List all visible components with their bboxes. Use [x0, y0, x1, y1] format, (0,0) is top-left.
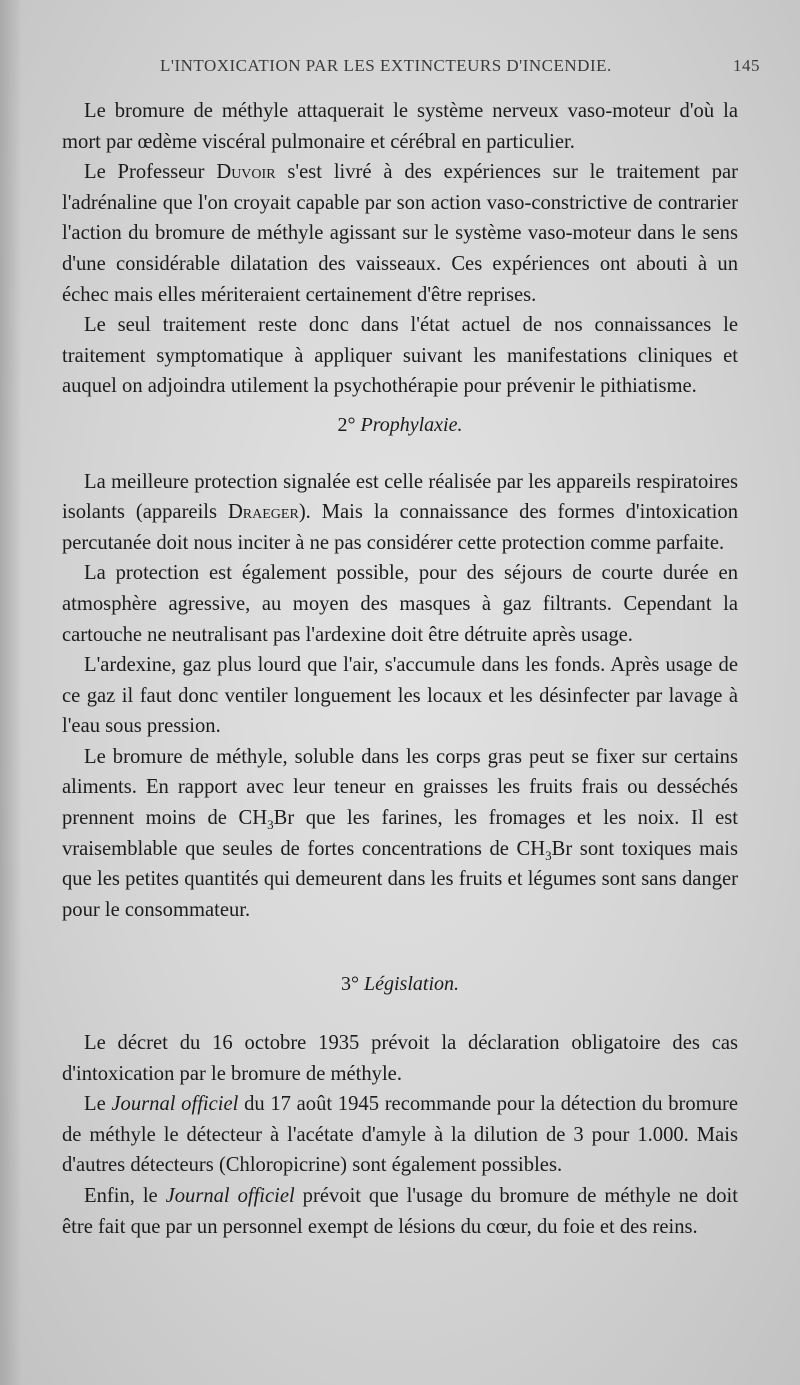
section-heading-prophylaxie — [62, 410, 738, 441]
section-heading-legislation — [62, 969, 738, 1000]
paragraph-7-text-b: Br que les farines, les fromages et les noix. Il est vraisemblable que seules de fortes concentrations de CH — [62, 807, 738, 860]
paragraph-10 — [62, 1181, 738, 1242]
section-number: 3° — [340, 973, 359, 996]
paragraph-6: L'ardexine, gaz plus lourd que l'air, s'accumule dans les fonds. Après usage de ce gaz il faut donc ventiler longuement les locaux et les désinfecter par lavage à l'eau sous pression. — [62, 654, 738, 738]
paragraph-9 — [62, 1089, 738, 1181]
paragraph-2-text-a: Le Professeur — [84, 161, 217, 184]
paragraph-7 — [62, 742, 738, 926]
paragraph-4-text-a: La meilleure protection signalée est celle réalisée par les appareils respiratoires isolants (appareils — [62, 470, 738, 524]
section-title: Législation. — [363, 973, 459, 996]
running-head-title: L'INTOXICATION PAR LES EXTINCTEURS D'INCENDIE. — [160, 56, 612, 75]
page-edge-shadow — [0, 0, 22, 1385]
subscript-3: 3 — [267, 817, 274, 833]
paragraph-2 — [62, 157, 738, 310]
paragraph-2-text-b: s'est livré à des expériences sur le traitement par l'adrénaline que l'on croyait capable par son action vaso-constrictive de contrarier l'action du bromure de méthyle agissant sur le système vaso-moteur dans le sens d'une considérable dilatation des vaisseaux. Ces expériences ont abouti à un échec mais elles mériteraient certainement d'être reprises. — [62, 161, 738, 306]
body-text — [62, 96, 738, 1242]
paragraph-10-text-a: Enfin, le — [84, 1185, 166, 1207]
paragraph-9-text-a: Le — [84, 1093, 112, 1116]
page-number: 145 — [733, 56, 760, 75]
paragraph-8: Le décret du 16 octobre 1935 prévoit la déclaration obligatoire des cas d'intoxication par le bromure de méthyle. — [62, 1032, 738, 1085]
journal-title: Journal officiel — [111, 1093, 239, 1116]
author-name-duvoir: Duvoir — [216, 161, 276, 184]
paragraph-7-text-a: Le bromure de méthyle, soluble dans les corps gras peut se fixer sur certains aliments. En rapport avec leur teneur en graisses les fruits frais ou desséchés prennent moins de CH — [62, 745, 738, 830]
paragraph-9-text-b: du 17 août 1945 recommande pour la détection du bromure de méthyle le détecteur à l'acétate d'amyle à la dilution de 3 pour 1.000. Mais d'autres détecteurs (Chloropicrine) sont également possibles. — [62, 1093, 738, 1177]
section-number: 2° — [337, 413, 356, 436]
paragraph-1: Le bromure de méthyle attaquerait le système nerveux vaso-moteur d'où la mort par œdème viscéral pulmonaire et cérébral en particulier. — [62, 100, 738, 153]
journal-title: Journal officiel — [165, 1185, 295, 1207]
paragraph-4 — [62, 467, 738, 559]
subscript-3: 3 — [545, 847, 552, 863]
paragraph-10-text-b: prévoit que l'usage du bromure de méthyle ne doit être fait que par un personnel exempt de lésions du cœur, du foie et des reins. — [62, 1185, 738, 1238]
paragraph-4-text-b: ). Mais la connaissance des formes d'intoxication percutanée doit nous inciter à ne pas considérer cette protection comme parfaite. — [62, 501, 738, 554]
paragraph-3: Le seul traitement reste donc dans l'état actuel de nos connaissances le traitement symptomatique à appliquer suivant les manifestations cliniques et auquel on adjoindra utilement la psychothérapie pour prévenir le pithiatisme. — [62, 314, 738, 398]
brand-name-draeger: Draeger — [227, 501, 299, 524]
paragraph-5: La protection est également possible, pour des séjours de courte durée en atmosphère agressive, au moyen des masques à gaz filtrants. Cependant la cartouche ne neutralisant pas l'ardexine doit être détruite après usage. — [62, 562, 738, 646]
paragraph-7-text-c: Br sont toxiques mais que les petites quantités qui demeurent dans les fruits et légumes sont sans danger pour le consommateur. — [62, 837, 738, 921]
section-title: Prophylaxie. — [360, 413, 463, 436]
running-head — [60, 56, 760, 80]
